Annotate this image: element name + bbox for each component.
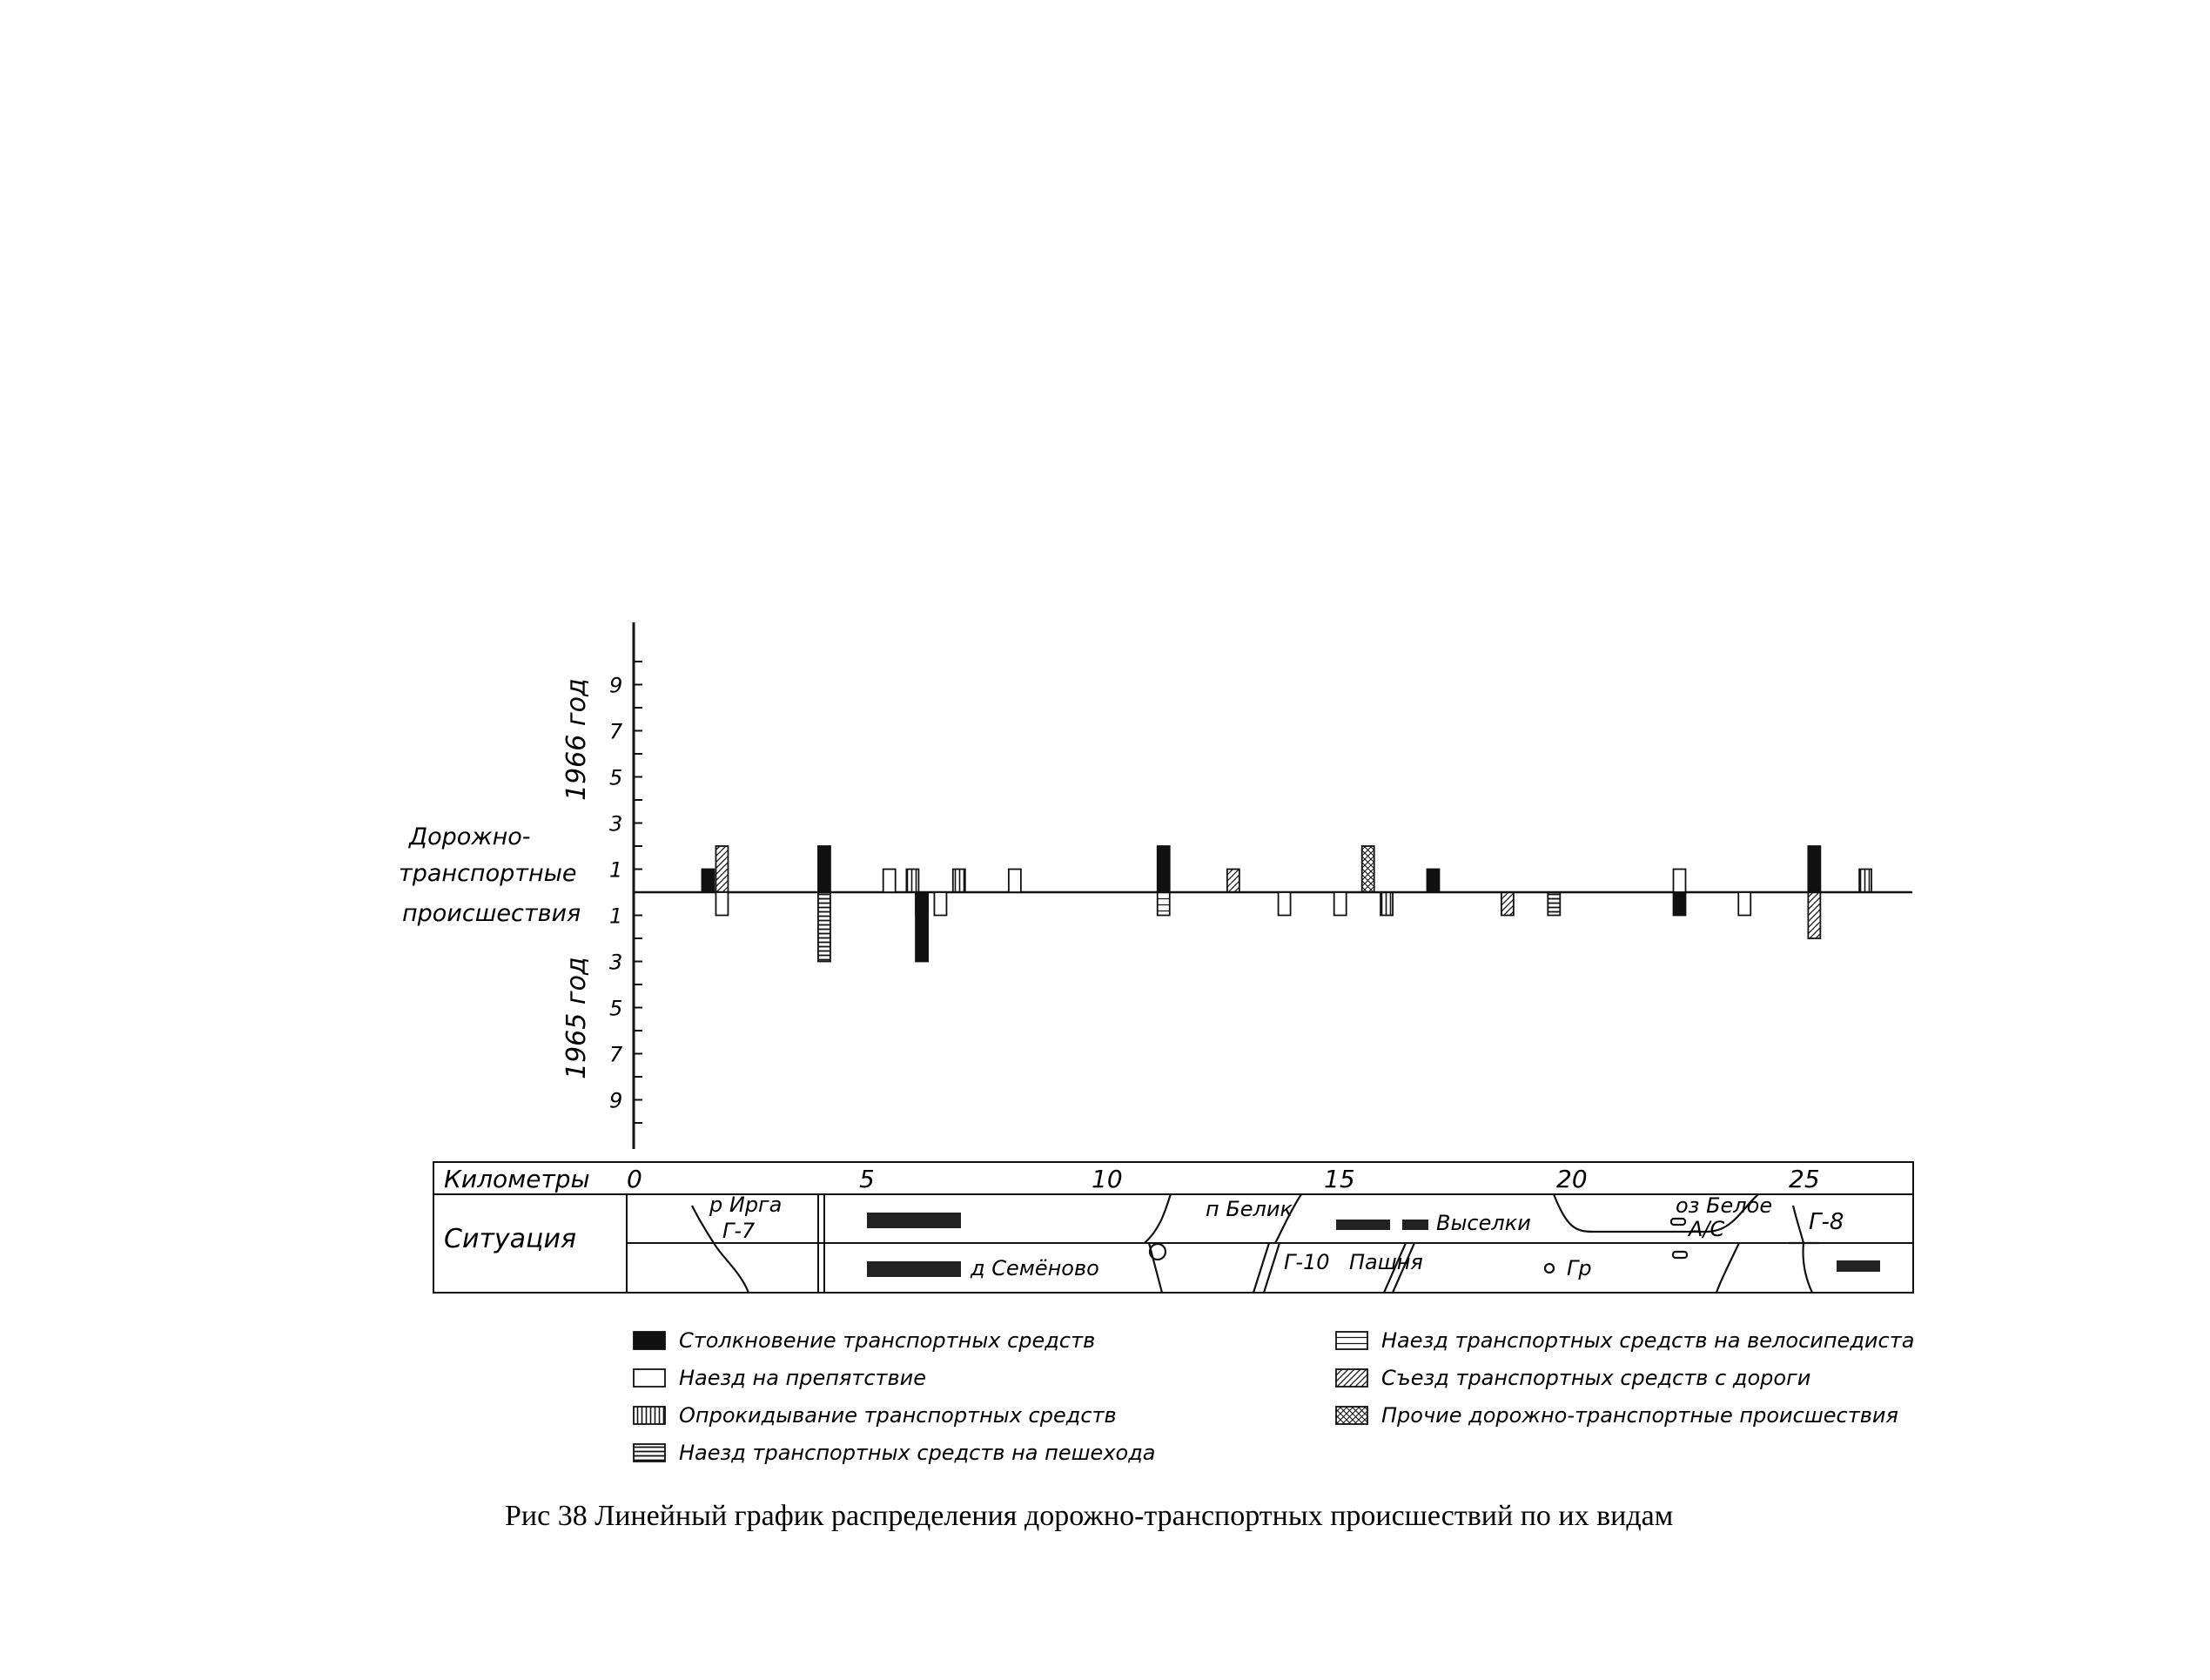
bar-1966-4-overturn [906,870,918,893]
legend-label-collision: Столкновение транспортных средств [679,1328,1096,1353]
label-river: р Ирга [709,1193,783,1217]
bar-1966-1-runoff [715,846,728,892]
y-tick-label-upper-1: 1 [609,857,623,883]
situation-header: Ситуация [444,1224,577,1254]
label-g8: Г-8 [1809,1209,1844,1235]
legend-swatch-obstacle [634,1369,665,1387]
bar-1965-5-cyclist [1158,892,1170,916]
legend-label-cyclist: Наезд транспортных средств на велосипедиста [1381,1328,1915,1353]
bar-1965-3-collision [916,892,928,962]
y-tick-label-upper-9: 9 [609,673,623,698]
km-header: Километры [444,1165,590,1193]
label-belik: п Белик [1206,1197,1293,1221]
label-semenovo: д Семёново [971,1256,1099,1280]
bar-1966-6-obstacle [1009,870,1021,893]
label-pashnya: Пашня [1349,1250,1423,1274]
label-as: А/С [1689,1217,1725,1241]
bar-1966-2-collision [818,846,830,892]
ylabel-line-1: Дорожно- [409,823,531,850]
label-lake: оз Белое [1676,1193,1773,1218]
legend-label-overturn: Опрокидывание транспортных средств [679,1403,1117,1428]
figure-caption: Рис 38 Линейный график распределения дорожно-транспортных происшествий по их видам [505,1500,1674,1532]
y-tick-label-upper-5: 5 [609,765,623,790]
km-tick-10: 10 [1092,1165,1123,1193]
y-tick-label-lower-9: 9 [609,1088,623,1113]
bar-1965-10-pedestrian [1548,892,1560,916]
bar-1965-8-overturn [1380,892,1393,916]
year-1965-label: 1965 год [561,957,592,1079]
km-tick-15: 15 [1324,1165,1355,1193]
bar-1965-9-runoff [1501,892,1514,916]
legend-swatch-runoff [1336,1369,1367,1387]
km-tick-20: 20 [1556,1165,1588,1193]
y-tick-label-lower-3: 3 [609,950,623,975]
y-ticks-lower [609,904,642,1124]
bar-1966-7-collision [1158,846,1170,892]
km-tick-0: 0 [627,1165,642,1193]
y-tick-label-lower-7: 7 [609,1042,623,1067]
km-tick-5: 5 [859,1165,875,1193]
bars-group [702,846,1871,962]
y-tick-label-upper-3: 3 [609,811,623,837]
bar-1965-4-obstacle [934,892,946,916]
bar-1965-6-obstacle [1279,892,1291,916]
bar-1965-12-obstacle [1738,892,1750,916]
y-tick-label-lower-5: 5 [609,996,623,1021]
label-vyselki: Выселки [1436,1211,1531,1235]
legend-label-pedestrian: Наезд транспортных средств на пешехода [679,1441,1156,1465]
legend-label-runoff: Съезд транспортных средств с дороги [1381,1366,1811,1390]
year-1966-label: 1966 год [561,678,592,801]
legend-swatch-other [1336,1407,1367,1424]
bar-1966-12-collision [1808,846,1820,892]
bar-1966-5-overturn [953,870,965,893]
legend [634,1328,1914,1465]
legend-swatch-cyclist [1336,1332,1367,1349]
y-tick-label-lower-1: 1 [609,904,623,929]
legend-swatch-collision [634,1332,665,1349]
legend-swatch-pedestrian [634,1444,665,1462]
legend-swatch-overturn [634,1407,665,1424]
label-g10: Г-10 [1284,1250,1330,1274]
label-gr: Гр [1567,1256,1592,1280]
ylabel-line-3: происшествия [402,900,581,927]
bar-1966-8-runoff [1227,870,1239,893]
bar-1966-10-collision [1427,870,1439,893]
bar-1965-11-collision [1674,892,1686,916]
bar-1966-0-collision [702,870,714,893]
label-g7: Г-7 [722,1219,756,1243]
bar-1965-0-obstacle [715,892,728,916]
bar-1966-13-overturn [1859,870,1871,893]
bar-1966-3-obstacle [883,870,896,893]
bar-1965-1-pedestrian [818,892,830,962]
legend-label-other: Прочие дорожно-транспортные происшествия [1381,1403,1898,1428]
y-tick-label-upper-7: 7 [609,719,623,744]
bar-1966-11-obstacle [1674,870,1686,893]
ylabel-line-2: транспортные [399,860,577,887]
km-tick-labels [627,1165,1820,1193]
bar-1966-9-other [1362,846,1374,892]
y-ticks-upper [609,662,642,883]
bar-1965-7-obstacle [1334,892,1347,916]
legend-label-obstacle: Наезд на препятствие [679,1366,927,1390]
km-tick-25: 25 [1789,1165,1820,1193]
bar-1965-13-runoff [1808,892,1820,938]
